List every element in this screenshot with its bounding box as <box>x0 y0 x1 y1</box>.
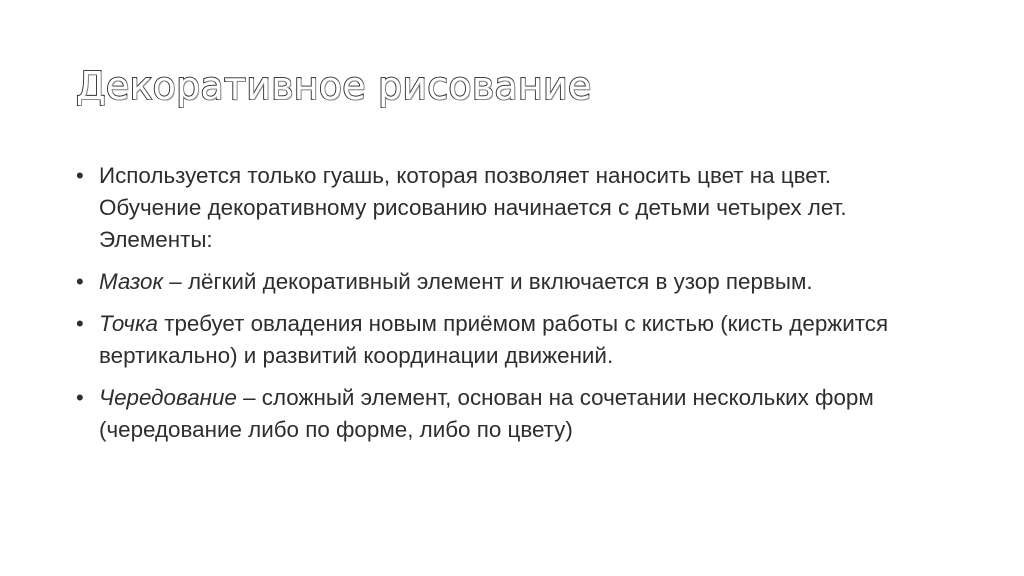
bullet-text: Используется только гуашь, которая позволяет наносить цвет на цвет. Обучение декоративному рисованию начинается с детьми четырех лет. Элементы: <box>99 163 847 252</box>
bullet-item-alternation <box>76 382 936 446</box>
bullet-text: требует овладения новым приёмом работы с кистью (кисть держится вертикально) и развитий координации движений. <box>99 311 889 368</box>
bullet-term: Мазок <box>99 269 164 294</box>
bullet-dot-icon: • <box>76 163 84 188</box>
bullet-text: – лёгкий декоративный элемент и включается в узор первым. <box>163 269 813 294</box>
bullet-item-dot <box>76 308 936 372</box>
bullet-item-paint <box>76 160 936 256</box>
slide-title: Декоративное рисование <box>76 64 592 108</box>
bullet-dot-icon: • <box>76 311 84 336</box>
bullet-dot-icon: • <box>76 385 84 410</box>
bullet-term: Точка <box>99 311 158 336</box>
bullet-term: Чередование <box>99 385 237 410</box>
bullet-dot-icon: • <box>76 269 84 294</box>
bullet-text: – сложный элемент, основан на сочетании нескольких форм (чередование либо по форме, либо по цвету) <box>99 385 874 442</box>
bullet-list <box>76 160 936 456</box>
bullet-item-stroke <box>76 266 936 298</box>
